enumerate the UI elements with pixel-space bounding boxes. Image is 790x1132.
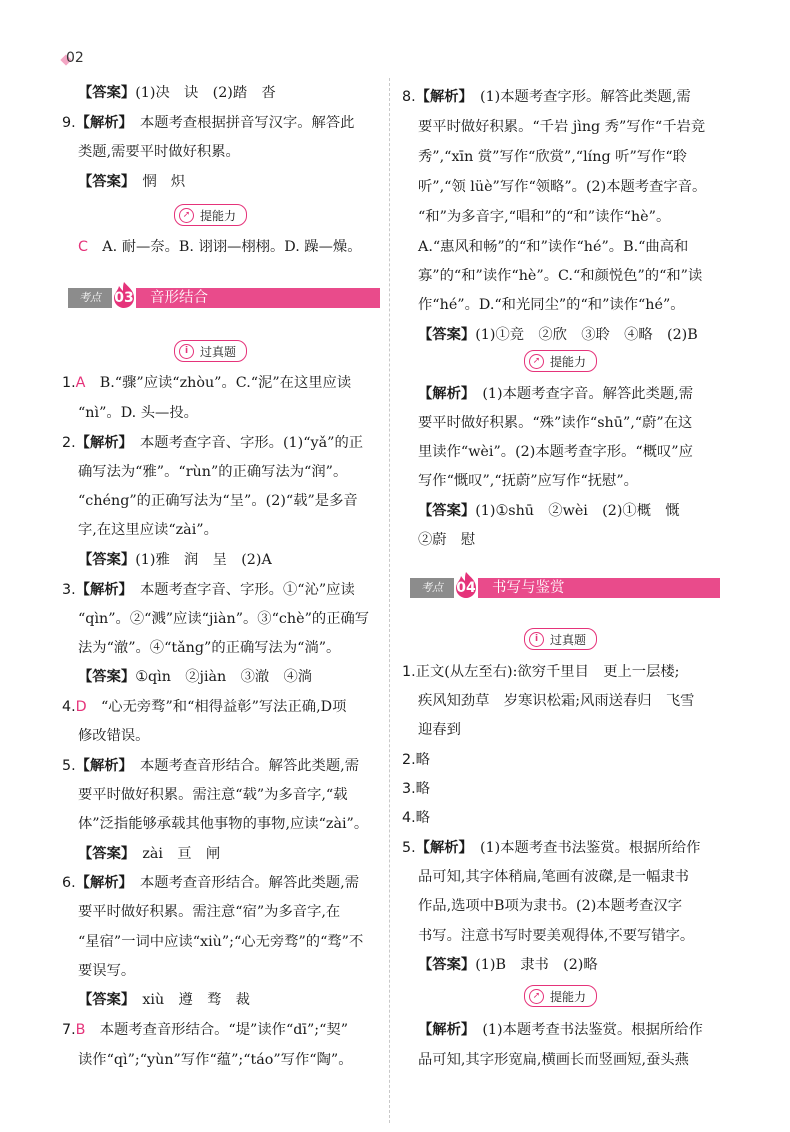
text-line: “chéng”的正确写法为“呈”。(2)“载”是多音	[78, 493, 358, 509]
answer-line: 【答案】(1)决 诀 (2)踏 沓	[78, 85, 276, 101]
text-line: 作“hé”。D.“和光同尘”的“和”读作“hé”。	[418, 297, 685, 313]
text-line: “nì”。D. 头—投。	[78, 405, 198, 421]
info-icon: i	[179, 344, 194, 359]
text-line: 修改错误。	[78, 728, 150, 744]
item-5: 5.【解析】 (1)本题考查书法鉴赏。根据所给作	[402, 840, 701, 856]
compass-icon: ➚	[529, 989, 544, 1004]
item-4: 4.略	[402, 810, 430, 826]
section-header-03	[68, 286, 380, 310]
text-line: 品可知,其字体稍扁,笔画有波磔,是一幅隶书	[418, 869, 689, 885]
answer-line: 【答案】(1)雅 润 呈 (2)A	[78, 552, 272, 568]
text-line: 作品,选项中B项为隶书。(2)本题考查汉字	[418, 898, 683, 914]
answer-line: 【答案】①qìn ②jiàn ③澈 ④淌	[78, 669, 313, 685]
section-number: 03	[114, 290, 134, 306]
text-line: 体”泛指能够承载其他事物的事物,应读“zài”。	[78, 816, 369, 832]
compass-icon: ➚	[529, 354, 544, 369]
text-line: ②蔚 慰	[418, 532, 476, 548]
text-line: 写作“慨叹”,“抚蔚”应写作“抚慰”。	[418, 473, 638, 489]
text-line: “qìn”。②“溅”应读“jiàn”。③“chè”的正确写	[78, 611, 370, 627]
item-3: 3.【解析】 本题考查字音、字形。①“沁”应读	[62, 582, 355, 598]
answer-line: 【答案】(1)①竞 ②欣 ③聆 ④略 (2)B	[418, 327, 698, 343]
text-line: 要误写。	[78, 963, 136, 979]
text-line: “和”为多音字,“唱和”的“和”读作“hè”。	[418, 209, 671, 225]
answer-line: 【答案】 zài 亘 闸	[78, 846, 221, 862]
item-4: 4.D “心无旁骛”和“相得益彰”写法正确,D项	[62, 699, 347, 715]
section-tag: 考点	[68, 288, 112, 308]
text-line: A.“惠风和畅”的“和”读作“hé”。B.“曲高和	[418, 239, 689, 255]
item-8: 8.【解析】 (1)本题考查字形。解答此类题,需	[402, 89, 691, 105]
text-line: 品可知,其字形宽扁,横画长而竖画短,蚕头燕	[418, 1052, 689, 1068]
answer-line: 【答案】(1)①shū ②wèi (2)①概 慨	[418, 503, 680, 519]
section-title: 书写与鉴赏	[492, 580, 565, 596]
text-line: “星宿”一词中应读“xiù”;“心无旁骛”的“骛”不	[78, 934, 364, 950]
badge-exam: i 过真题	[174, 340, 247, 362]
section-header-04	[410, 576, 720, 600]
badge-improve: ➚ 提能力	[174, 204, 247, 226]
compass-icon: ➚	[179, 208, 194, 223]
info-icon: i	[529, 632, 544, 647]
item-6: 6.【解析】 本题考查音形结合。解答此类题,需	[62, 875, 359, 891]
badge-improve: ➚ 提能力	[524, 350, 597, 372]
text-line: 要平时做好积累。“殊”读作“shū”,“蔚”在这	[418, 415, 693, 431]
text-line: 书写。注意书写时要美观得体,不要写错字。	[418, 928, 695, 944]
answer-line: 【答案】(1)B 隶书 (2)略	[418, 957, 598, 973]
section-title: 音形结合	[150, 290, 208, 306]
badge-exam: i 过真题	[524, 628, 597, 650]
column-divider	[389, 78, 390, 1123]
text-line: 寡”的“和”读作“hè”。C.“和颜悦色”的“和”读	[418, 268, 703, 284]
text-line: 【解析】 (1)本题考查字音。解答此类题,需	[418, 386, 693, 402]
text-line: 要平时做好积累。需注意“载”为多音字,“载	[78, 787, 348, 803]
text-line: 要平时做好积累。需注意“宿”为多音字,在	[78, 904, 341, 920]
item-2: 2.略	[402, 752, 430, 768]
text-line: 法为“澈”。④“tǎng”的正确写法为“淌”。	[78, 640, 341, 656]
badge-improve: ➚ 提能力	[524, 985, 597, 1007]
item-5: 5.【解析】 本题考查音形结合。解答此类题,需	[62, 758, 359, 774]
text-line: 里读作“wèi”。(2)本题考查字形。“概叹”应	[418, 444, 693, 460]
item-7: 7.B 本题考查音形结合。“堤”读作“dī”;“契”	[62, 1022, 349, 1038]
item-9: 9.【解析】 本题考查根据拼音写汉字。解答此	[62, 115, 355, 131]
text-line: 读作“qì”;“yùn”写作“蕴”;“táo”写作“陶”。	[78, 1052, 353, 1068]
text-line: 【解析】 (1)本题考查书法鉴赏。根据所给作	[418, 1022, 703, 1038]
answer-line: 【答案】 惘 炽	[78, 174, 186, 190]
page-number: 02	[66, 50, 84, 66]
item-1: 1.正文(从左至右):欲穷千里目 更上一层楼;	[402, 664, 680, 680]
text-line: 迎春到	[418, 722, 461, 738]
text-line: 字,在这里应读“zài”。	[78, 522, 218, 538]
item-1: 1.A B.“骤”应读“zhòu”。C.“泥”在这里应读	[62, 375, 352, 391]
text-line: 秀”,“xīn 赏”写作“欣赏”,“líng 听”写作“聆	[418, 149, 687, 165]
text-line: 要平时做好积累。“千岩 jìng 秀”写作“千岩竞	[418, 119, 706, 135]
text-line: 确写法为“雅”。“rùn”的正确写法为“润”。	[78, 464, 348, 480]
answer-line: C A. 耐—奈。B. 诩诩—栩栩。D. 躁—燥。	[78, 239, 362, 255]
text-line: 疾风知劲草 岁寒识松霜;风雨送春归 飞雪	[418, 693, 695, 709]
item-3: 3.略	[402, 781, 430, 797]
section-number: 04	[456, 580, 476, 596]
text-line: 听”,“领 lüè”写作“领略”。(2)本题考查字音。	[418, 179, 707, 195]
text-line: 类题,需要平时做好积累。	[78, 144, 240, 160]
item-2: 2.【解析】 本题考查字音、字形。(1)“yǎ”的正	[62, 435, 364, 451]
answer-line: 【答案】 xiù 遵 骛 裁	[78, 992, 250, 1008]
section-tag: 考点	[410, 578, 454, 598]
